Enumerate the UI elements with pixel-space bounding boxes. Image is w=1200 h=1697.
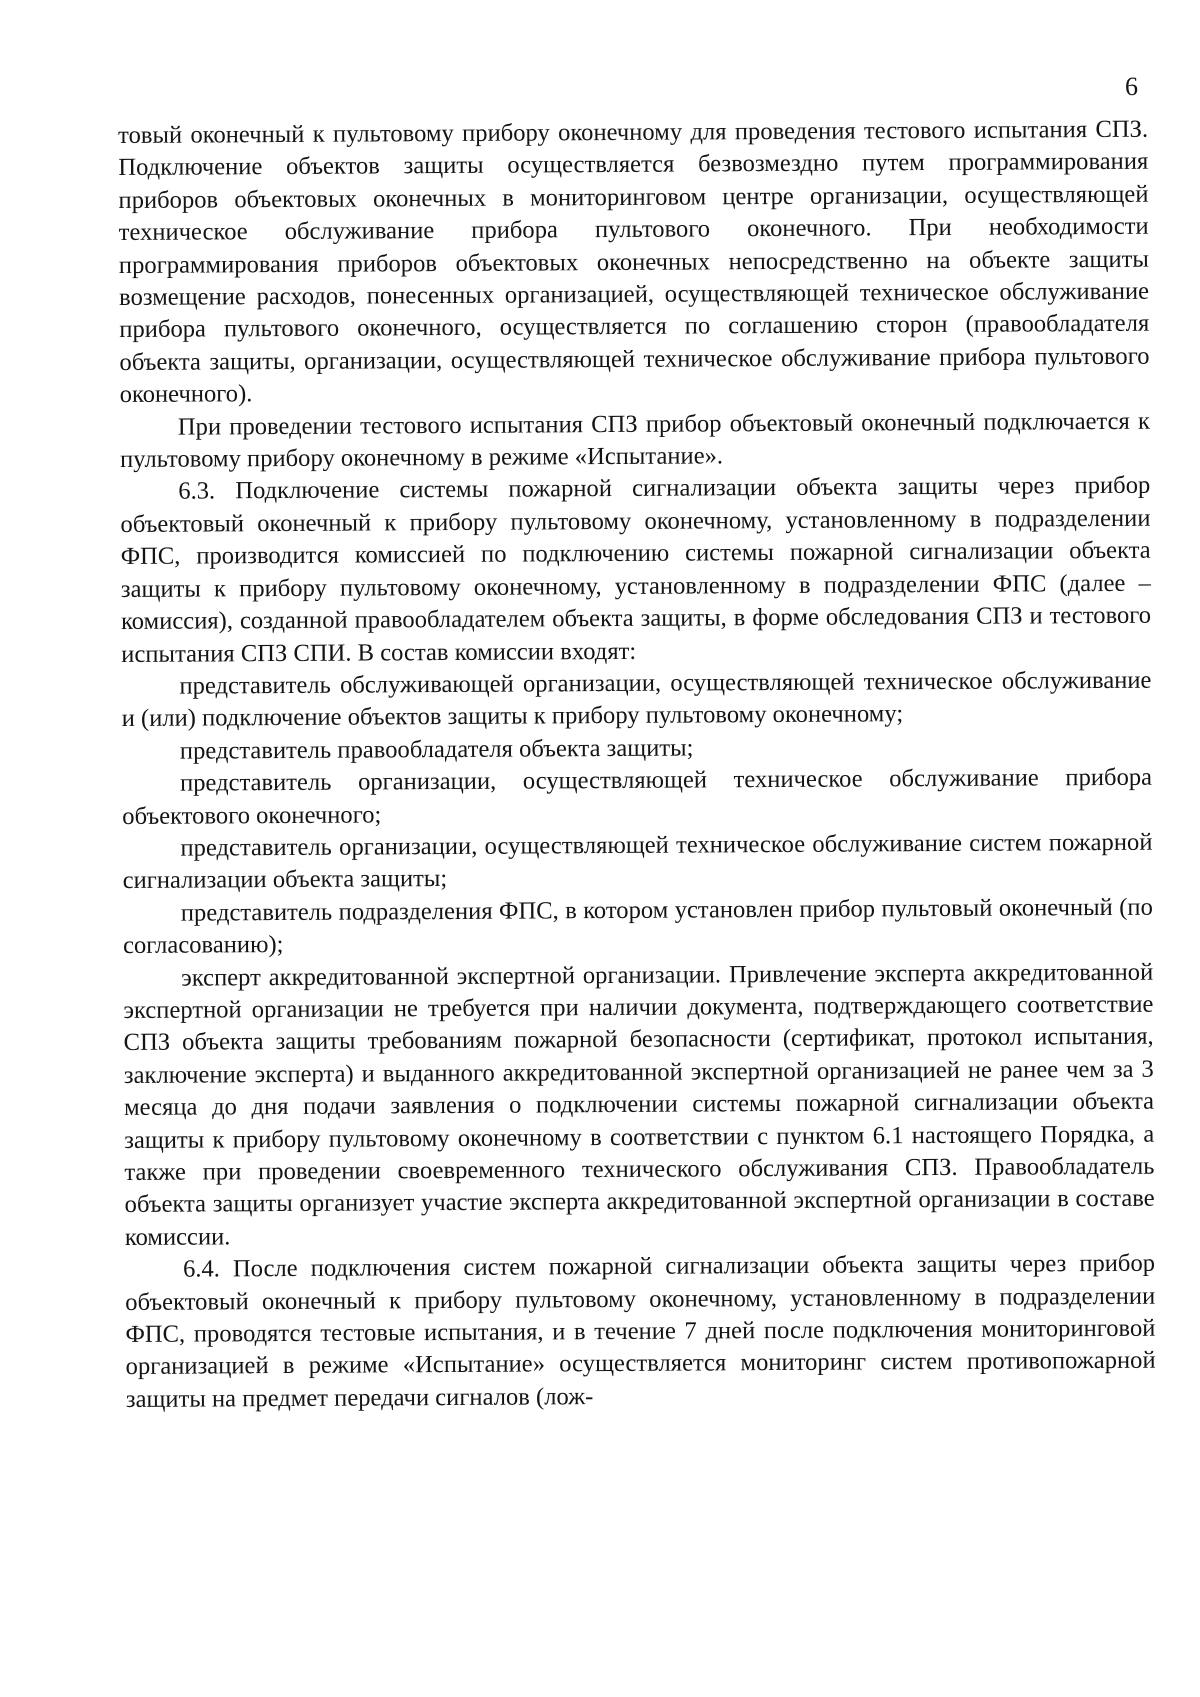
- list-item-fire-alarm-org: представитель организации, осуществляющей техническое обслуживание систем пожарной сигнализации объекта защиты;: [122, 828, 1153, 895]
- list-item-object-device-org: представитель организации, осуществляющей техническое обслуживание прибора объектового оконечного;: [122, 763, 1153, 830]
- paragraph-test-mode: При проведении тестового испытания СПЗ прибор объектовый оконечный подключается к пультовому прибору оконечному в режиме «Испытание».: [119, 407, 1150, 474]
- list-item-service-org: представитель обслуживающей организации, осуществляющей техническое обслуживание и (или) подключение объектов защиты к прибору пультовому оконечному;: [121, 666, 1152, 733]
- paragraph-6-4: 6.4. После подключения систем пожарной сигнализации объекта защиты через прибор объектовый оконечный к прибору пультовому оконечному, установленному в подразделении ФПС, проводятся тестовые испытания, и в течение 7 дней после подключения мониторинговой организацией в режиме «Испытание» осуществляется мониторинг систем противопожарной защиты на предмет передачи сигналов (лож-: [125, 1249, 1156, 1413]
- page-number: 6: [1125, 72, 1138, 101]
- list-item-fps-division: представитель подразделения ФПС, в котором установлен прибор пультовый оконечный (по согласованию);: [122, 893, 1153, 960]
- list-item-rights-holder: представитель правообладателя объекта защиты;: [179, 734, 694, 765]
- paragraph-continuation: товый оконечный к пультовому прибору оконечному для проведения тестового испытания СПЗ. Подключение объектов защиты осуществляется безвозмездно путем программирования приборов объектовых оконечных в мониторинговом центре организации, осуществляющей техническое обслуживание прибора пультового оконечного. При необходимости программирования приборов объектовых оконечных непосредственно на объекте защиты возмещение расходов, понесенных организацией, осуществляющей техническое обслуживание прибора пультового оконечного, осуществляется по соглашению сторон (правообладателя объекта защиты, организации, осуществляющей техническое обслуживание прибора пультового оконечного).: [118, 115, 1150, 409]
- paragraph-6-3: 6.3. Подключение системы пожарной сигнализации объекта защиты через прибор объектовый оконечный к прибору пультовому оконечному, установленному в подразделении ФПС, производится комиссией по подключению системы пожарной сигнализации объекта защиты к прибору пультовому оконечному, установленному в подразделении ФПС (далее – комиссия), созданной правообладателем объекта защиты, в форме обследования СПЗ и тестового испытания СПЗ СПИ. В состав комиссии входят:: [120, 472, 1152, 668]
- list-item-expert: эксперт аккредитованной экспертной организации. Привлечение эксперта аккредитованной экспертной организации не требуется при наличии документа, подтверждающего соответствие СПЗ объекта защиты требованиям пожарной безопасности (сертификат, протокол испытания, заключение эксперта) и выданного аккредитованной экспертной организацией не ранее чем за 3 месяца до дня подачи заявления о подключении системы пожарной сигнализации объекта защиты к прибору пультовому оконечному в соответствии с пунктом 6.1 настоящего Порядка, а также при проведении своевременного технического обслуживания СПЗ. Правообладатель объекта защиты организует участие эксперта аккредитованной экспертной организации в составе комиссии.: [123, 958, 1155, 1251]
- document-body: [118, 114, 1156, 1417]
